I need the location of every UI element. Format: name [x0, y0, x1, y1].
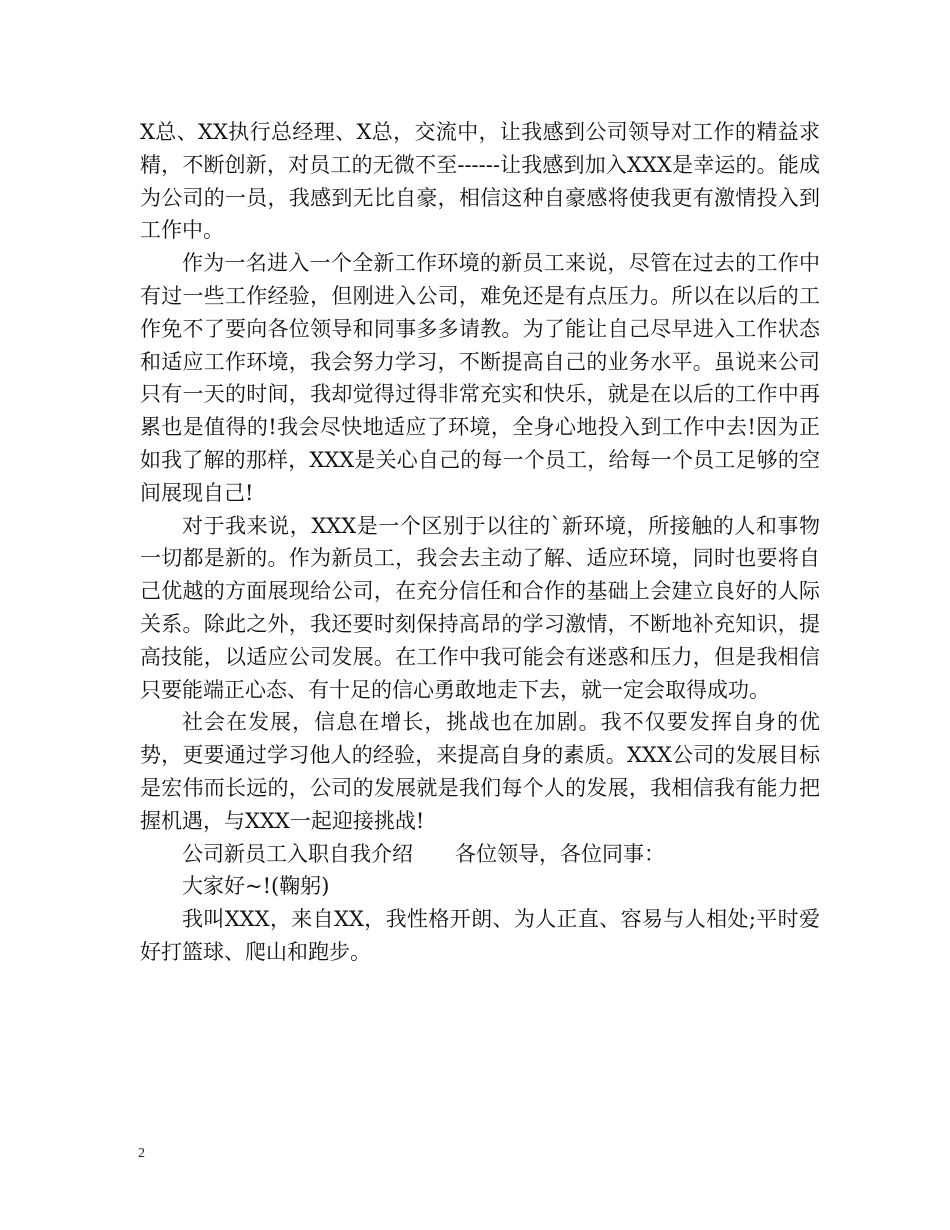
paragraph-3: 对于我来说，XXX是一个区别于以往的`新环境，所接触的人和事物一切都是新的。作为新员工，我会去主动了解、适应环境，同时也要将自己优越的方面展现给公司，在充分信任和合作的基础上会建立良好的人际关系。除此之外，我还要时刻保持高昂的学习激情，不断地补充知识，提高技能，以适应公司发展。在工作中我可能会有迷惑和压力，但是我相信只要能端正心态、有十足的信心勇敢地走下去，就一定会取得成功。 — [140, 513, 820, 702]
document-body — [140, 116, 820, 969]
paragraph-4: 社会在发展，信息在增长，挑战也在加剧。我不仅要发挥自身的优势，更要通过学习他人的经验，来提高自身的素质。XXX公司的发展目标是宏伟而长远的，公司的发展就是我们每个人的发展，我相信我有能力把握机遇，与XXX一起迎接挑战! — [140, 710, 820, 833]
paragraph-7: 我叫XXX，来自XX，我性格开朗、为人正直、容易与人相处;平时爱好打篮球、爬山和跑步。 — [140, 907, 820, 964]
paragraph-6: 大家好~!(鞠躬) — [182, 874, 330, 899]
page-number: 2 — [138, 1146, 145, 1161]
paragraph-2: 作为一名进入一个全新工作环境的新员工来说，尽管在过去的工作中有过一些工作经验，但刚进入公司，难免还是有点压力。所以在以后的工作免不了要向各位领导和同事多多请教。为了能让自己尽早进入工作状态和适应工作环境，我会努力学习，不断提高自己的业务水平。虽说来公司只有一天的时间，我却觉得过得非常充实和快乐，就是在以后的工作中再累也是值得的!我会尽快地适应了环境，全身心地投入到工作中去!因为正如我了解的那样，XXX是关心自己的每一个员工，给每一个员工足够的空间展现自己! — [140, 251, 820, 505]
paragraph-1: X总、XX执行总经理、X总，交流中，让我感到公司领导对工作的精益求精，不断创新，对员工的无微不至------让我感到加入XXX是幸运的。能成为公司的一员，我感到无比自豪，相信这种自豪感将使我更有激情投入到工作中。 — [140, 120, 820, 243]
paragraph-5: 公司新员工入职自我介绍 各位领导，各位同事： — [182, 841, 665, 866]
